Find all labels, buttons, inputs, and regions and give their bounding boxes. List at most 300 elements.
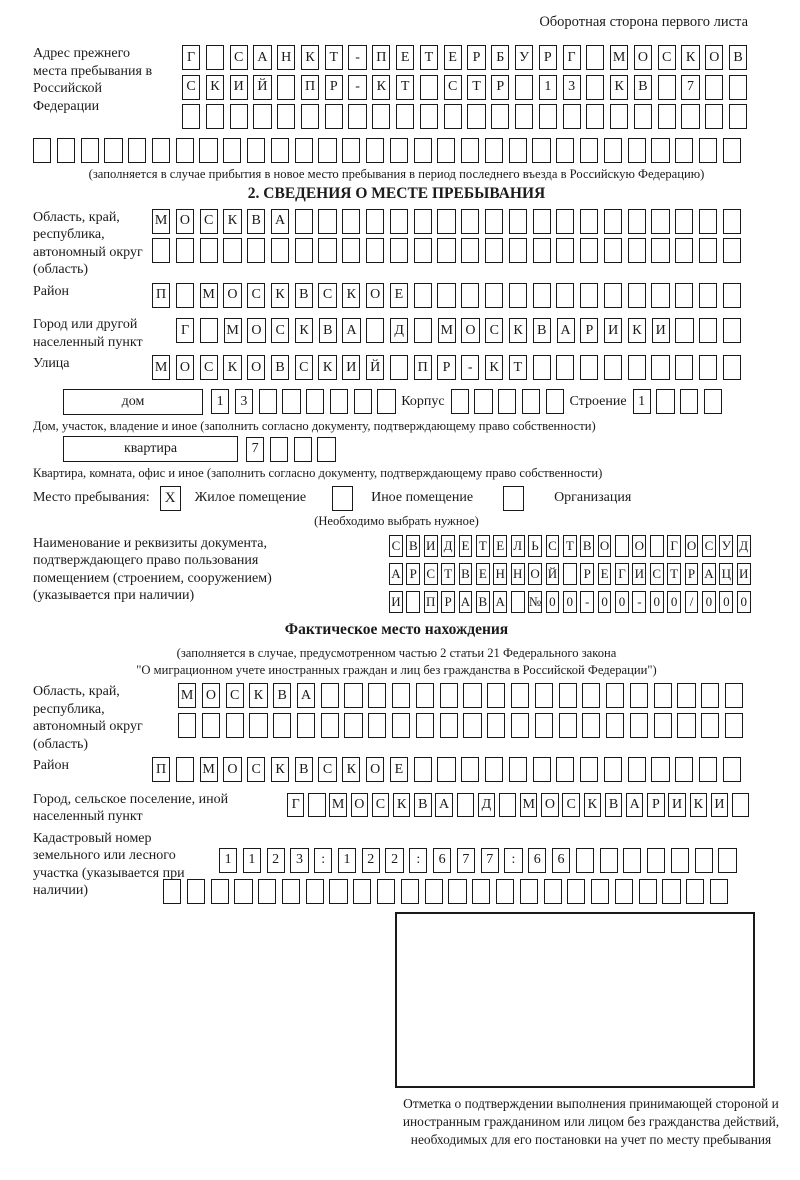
char-cell <box>654 683 672 708</box>
char-cell <box>487 683 505 708</box>
char-cell: О <box>223 757 241 782</box>
char-cell <box>461 283 479 308</box>
char-cell <box>461 209 479 234</box>
char-cell: 7 <box>481 848 499 873</box>
char-cell <box>628 238 646 263</box>
char-cell: И <box>632 563 646 585</box>
char-cell <box>308 793 325 817</box>
char-cell: Е <box>459 535 473 557</box>
char-cell: П <box>301 75 319 100</box>
cell-row <box>152 355 747 380</box>
char-cell <box>604 355 622 380</box>
fact-title: Фактическое место нахождения <box>284 621 509 639</box>
char-cell <box>301 104 319 129</box>
char-cell <box>368 713 386 738</box>
char-cell: 7 <box>246 437 264 462</box>
char-cell <box>472 879 490 904</box>
char-cell: П <box>424 591 438 613</box>
char-cell: С <box>295 355 313 380</box>
fact-kadastr-block <box>33 830 760 909</box>
mesto-row <box>33 486 760 511</box>
char-cell <box>234 879 252 904</box>
char-cell <box>377 389 395 414</box>
char-cell <box>366 238 384 263</box>
cell-row <box>182 45 760 70</box>
cell-row <box>152 238 760 263</box>
char-cell <box>606 683 624 708</box>
char-cell <box>705 75 723 100</box>
char-cell: К <box>223 355 241 380</box>
char-cell: 1 <box>338 848 356 873</box>
char-cell <box>223 138 241 163</box>
char-cell: К <box>509 318 527 343</box>
char-cell <box>533 283 551 308</box>
char-cell <box>651 209 669 234</box>
char-cell: С <box>650 563 664 585</box>
char-cell: Н <box>277 45 295 70</box>
char-cell <box>230 104 248 129</box>
cell-row <box>182 75 760 100</box>
char-cell: С <box>318 757 336 782</box>
char-cell <box>354 389 372 414</box>
char-cell: С <box>389 535 403 557</box>
char-cell: О <box>247 355 265 380</box>
cell-row <box>633 389 728 414</box>
char-cell <box>414 209 432 234</box>
char-cell <box>723 318 741 343</box>
char-cell <box>295 138 313 163</box>
char-cell: С <box>271 318 289 343</box>
char-cell: 3 <box>235 389 253 414</box>
char-cell: - <box>580 591 594 613</box>
char-cell <box>366 209 384 234</box>
char-cell <box>444 104 462 129</box>
char-cell: Й <box>546 563 560 585</box>
char-cell <box>533 238 551 263</box>
fact-caption-line2: "О миграционном учете иностранных граждан и лиц без гражданства в Российской Федерации") <box>136 662 657 677</box>
char-cell <box>559 683 577 708</box>
char-cell: Е <box>390 757 408 782</box>
char-cell <box>152 138 170 163</box>
char-cell <box>226 713 244 738</box>
char-cell <box>628 209 646 234</box>
char-cell: И <box>711 793 728 817</box>
ulitsa-block <box>33 355 760 385</box>
char-cell <box>729 104 747 129</box>
char-cell: 1 <box>539 75 557 100</box>
char-cell <box>425 879 443 904</box>
char-cell: В <box>414 793 431 817</box>
char-cell <box>187 879 205 904</box>
char-cell <box>178 713 196 738</box>
char-cell <box>330 389 348 414</box>
char-cell: 1 <box>633 389 651 414</box>
char-cell <box>699 757 717 782</box>
char-cell <box>522 389 540 414</box>
char-cell <box>723 209 741 234</box>
char-cell <box>699 238 717 263</box>
char-cell: О <box>176 209 194 234</box>
char-cell: К <box>301 45 319 70</box>
cell-row <box>152 209 760 234</box>
char-cell: К <box>342 757 360 782</box>
cell-row <box>182 104 760 129</box>
char-cell: И <box>342 355 360 380</box>
char-cell <box>651 138 669 163</box>
char-cell <box>461 238 479 263</box>
char-cell: П <box>152 283 170 308</box>
char-cell <box>556 355 574 380</box>
char-cell <box>485 138 503 163</box>
char-cell <box>520 879 538 904</box>
char-cell: О <box>461 318 479 343</box>
char-cell <box>247 138 265 163</box>
char-cell <box>509 757 527 782</box>
char-cell <box>414 283 432 308</box>
fact-gorod-block <box>33 791 760 826</box>
char-cell: С <box>226 683 244 708</box>
char-cell: А <box>557 318 575 343</box>
char-cell: К <box>681 45 699 70</box>
cell-row <box>163 879 760 904</box>
char-cell <box>582 713 600 738</box>
char-cell: Т <box>476 535 490 557</box>
char-cell: С <box>318 283 336 308</box>
char-cell <box>623 848 641 873</box>
char-cell: Т <box>509 355 527 380</box>
dokument-block <box>33 535 760 618</box>
char-cell <box>390 209 408 234</box>
prev-address-caption: (заполняется в случае прибытия в новое место пребывания в период последнего въезда в Российскую Федерацию) <box>88 166 705 181</box>
char-cell <box>701 713 719 738</box>
char-cell: Т <box>420 45 438 70</box>
char-cell <box>342 209 360 234</box>
char-cell <box>485 757 503 782</box>
raion-label: Район <box>33 283 69 299</box>
fact-caption-line1: (заполняется в случае, предусмотренном частью 2 статьи 21 Федерального закона <box>176 646 617 661</box>
char-cell <box>390 138 408 163</box>
char-cell <box>699 138 717 163</box>
char-cell: О <box>632 535 646 557</box>
char-cell: В <box>634 75 652 100</box>
char-cell: К <box>271 757 289 782</box>
char-cell <box>377 879 395 904</box>
char-cell <box>576 848 594 873</box>
char-cell: П <box>372 45 390 70</box>
char-cell <box>474 389 492 414</box>
char-cell <box>182 104 200 129</box>
char-cell: О <box>598 535 612 557</box>
stroenie-label: Строение <box>569 393 627 409</box>
char-cell <box>556 238 574 263</box>
char-cell <box>654 713 672 738</box>
char-cell: С <box>230 45 248 70</box>
char-cell: Т <box>441 563 455 585</box>
char-cell: А <box>702 563 716 585</box>
char-cell: С <box>485 318 503 343</box>
char-cell: Р <box>441 591 455 613</box>
char-cell <box>295 209 313 234</box>
char-cell <box>563 104 581 129</box>
char-cell: О <box>351 793 368 817</box>
char-cell <box>723 283 741 308</box>
char-cell: И <box>604 318 622 343</box>
char-cell <box>732 793 749 817</box>
char-cell <box>318 138 336 163</box>
dokument-label: Наименование и реквизиты документа, подтверждающего право пользования помещением (строением, сооружением) (указывается при наличии) <box>33 535 272 604</box>
char-cell: А <box>297 683 315 708</box>
char-cell <box>200 238 218 263</box>
char-cell: С <box>200 355 218 380</box>
char-cell <box>651 355 669 380</box>
char-cell <box>485 238 503 263</box>
char-cell: К <box>295 318 313 343</box>
char-cell: 1 <box>211 389 229 414</box>
fact-gorod-label: Город, сельское поселение, иной населенный пункт <box>33 791 229 825</box>
fact-raion-label: Район <box>33 758 69 774</box>
mesto-option-organizatsiya-label: Организация <box>554 490 632 506</box>
char-cell <box>628 355 646 380</box>
char-cell: О <box>685 535 699 557</box>
char-cell <box>461 757 479 782</box>
char-cell <box>677 713 695 738</box>
char-cell <box>406 591 420 613</box>
cell-row <box>211 389 401 414</box>
char-cell: В <box>605 793 622 817</box>
char-cell <box>499 793 516 817</box>
char-cell <box>509 138 527 163</box>
char-cell: Г <box>182 45 200 70</box>
char-cell: В <box>476 591 490 613</box>
char-cell <box>306 879 324 904</box>
char-cell <box>535 713 553 738</box>
char-cell: В <box>533 318 551 343</box>
char-cell: О <box>541 793 558 817</box>
char-cell: № <box>528 591 542 613</box>
char-cell: С <box>658 45 676 70</box>
char-cell: М <box>200 283 218 308</box>
char-cell: 0 <box>667 591 681 613</box>
cell-row <box>178 713 760 738</box>
char-cell <box>348 104 366 129</box>
fact-oblast-label: Область, край, республика, автономный округ (область) <box>33 684 143 752</box>
char-cell <box>401 879 419 904</box>
char-cell: М <box>152 355 170 380</box>
kvartira-caption: Квартира, комната, офис и иное (заполнить согласно документу, подтверждающему право собственности) <box>33 466 603 481</box>
char-cell: : <box>314 848 332 873</box>
char-cell <box>206 45 224 70</box>
char-cell: Г <box>176 318 194 343</box>
mesto-option-inoe-label: Иное помещение <box>371 490 474 506</box>
cell-row <box>389 591 760 613</box>
char-cell: Ц <box>719 563 733 585</box>
fact-oblast-cells <box>178 683 760 742</box>
char-cell <box>591 879 609 904</box>
prev-address-block <box>33 45 760 134</box>
char-cell <box>416 683 434 708</box>
char-cell <box>580 238 598 263</box>
char-cell <box>202 713 220 738</box>
char-cell: В <box>295 283 313 308</box>
char-cell <box>723 757 741 782</box>
char-cell <box>253 104 271 129</box>
cell-row <box>152 283 747 308</box>
char-cell <box>273 713 291 738</box>
char-cell <box>329 879 347 904</box>
char-cell: 0 <box>615 591 629 613</box>
fact-raion-block <box>33 757 760 787</box>
char-cell: К <box>249 683 267 708</box>
char-cell <box>420 104 438 129</box>
char-cell <box>723 138 741 163</box>
mesto-label: Место пребывания: <box>33 490 150 506</box>
char-cell: Р <box>685 563 699 585</box>
char-cell: П <box>414 355 432 380</box>
fact-kadastr-cells <box>205 830 760 909</box>
char-cell <box>463 683 481 708</box>
char-cell <box>498 389 516 414</box>
char-cell <box>515 75 533 100</box>
char-cell: К <box>610 75 628 100</box>
char-cell: И <box>737 563 751 585</box>
checkbox-organizatsiya <box>503 486 524 511</box>
cell-row-full-width <box>33 138 760 163</box>
char-cell: У <box>515 45 533 70</box>
char-cell <box>270 437 288 462</box>
char-cell <box>511 591 525 613</box>
char-cell: Н <box>511 563 525 585</box>
char-cell: Р <box>491 75 509 100</box>
char-cell: 2 <box>385 848 403 873</box>
char-cell <box>414 238 432 263</box>
char-cell: Й <box>253 75 271 100</box>
char-cell <box>628 283 646 308</box>
char-cell <box>704 389 722 414</box>
char-cell: Д <box>478 793 495 817</box>
char-cell <box>448 879 466 904</box>
char-cell: В <box>459 563 473 585</box>
char-cell: А <box>389 563 403 585</box>
char-cell: С <box>372 793 389 817</box>
char-cell: О <box>176 355 194 380</box>
char-cell: К <box>393 793 410 817</box>
cell-row <box>178 683 760 708</box>
cell-row <box>389 563 760 585</box>
char-cell: П <box>152 757 170 782</box>
cell-row <box>287 793 753 817</box>
char-cell <box>606 713 624 738</box>
char-cell: О <box>202 683 220 708</box>
char-cell <box>258 879 276 904</box>
char-cell <box>723 238 741 263</box>
char-cell: К <box>485 355 503 380</box>
char-cell: А <box>271 209 289 234</box>
char-cell <box>651 283 669 308</box>
char-cell <box>634 104 652 129</box>
char-cell: Д <box>737 535 751 557</box>
char-cell <box>630 713 648 738</box>
char-cell: О <box>366 283 384 308</box>
char-cell <box>647 848 665 873</box>
char-cell <box>675 355 693 380</box>
char-cell <box>718 848 736 873</box>
char-cell: Р <box>647 793 664 817</box>
char-cell: С <box>200 209 218 234</box>
char-cell: Г <box>667 535 681 557</box>
cell-row <box>246 437 341 462</box>
char-cell <box>658 104 676 129</box>
char-cell: В <box>295 757 313 782</box>
char-cell <box>342 238 360 263</box>
char-cell <box>206 104 224 129</box>
char-cell <box>485 283 503 308</box>
char-cell: : <box>409 848 427 873</box>
char-cell <box>33 138 51 163</box>
char-cell <box>437 138 455 163</box>
char-cell: М <box>200 757 218 782</box>
char-cell <box>556 757 574 782</box>
char-cell <box>580 138 598 163</box>
char-cell <box>128 138 146 163</box>
char-cell <box>615 879 633 904</box>
char-cell: М <box>520 793 537 817</box>
char-cell <box>176 757 194 782</box>
stamp-caption: Отметка о подтверждении выполнения принимающей стороной и иностранным гражданином или лицом без гражданства действий, необходимых для его постановки на учет по месту пребывания <box>402 1096 780 1147</box>
char-cell <box>295 238 313 263</box>
char-cell: 3 <box>290 848 308 873</box>
char-cell <box>695 848 713 873</box>
char-cell: М <box>610 45 628 70</box>
dokument-cells <box>389 535 760 618</box>
char-cell: И <box>424 535 438 557</box>
char-cell: В <box>271 355 289 380</box>
char-cell <box>390 238 408 263</box>
char-cell: К <box>271 283 289 308</box>
char-cell: М <box>329 793 346 817</box>
char-cell <box>104 138 122 163</box>
char-cell: А <box>435 793 452 817</box>
char-cell <box>509 283 527 308</box>
char-cell <box>414 318 432 343</box>
char-cell <box>249 713 267 738</box>
char-cell <box>277 104 295 129</box>
char-cell: В <box>247 209 265 234</box>
char-cell <box>511 683 529 708</box>
char-cell <box>325 104 343 129</box>
char-cell <box>392 683 410 708</box>
char-cell: 6 <box>552 848 570 873</box>
char-cell <box>515 104 533 129</box>
char-cell: В <box>729 45 747 70</box>
raion-block <box>33 283 760 313</box>
char-cell <box>580 355 598 380</box>
ulitsa-label: Улица <box>33 356 70 372</box>
char-cell: А <box>626 793 643 817</box>
char-cell <box>630 683 648 708</box>
char-cell: М <box>438 318 456 343</box>
char-cell: А <box>459 591 473 613</box>
fact-kadastr-label: Кадастровый номер земельного или лесного участка (указывается при наличии) <box>33 830 185 899</box>
char-cell: О <box>634 45 652 70</box>
char-cell: Т <box>325 45 343 70</box>
char-cell: С <box>702 535 716 557</box>
char-cell <box>511 713 529 738</box>
char-cell: К <box>342 283 360 308</box>
char-cell <box>509 209 527 234</box>
char-cell: Р <box>437 355 455 380</box>
char-cell <box>699 209 717 234</box>
char-cell <box>199 138 217 163</box>
